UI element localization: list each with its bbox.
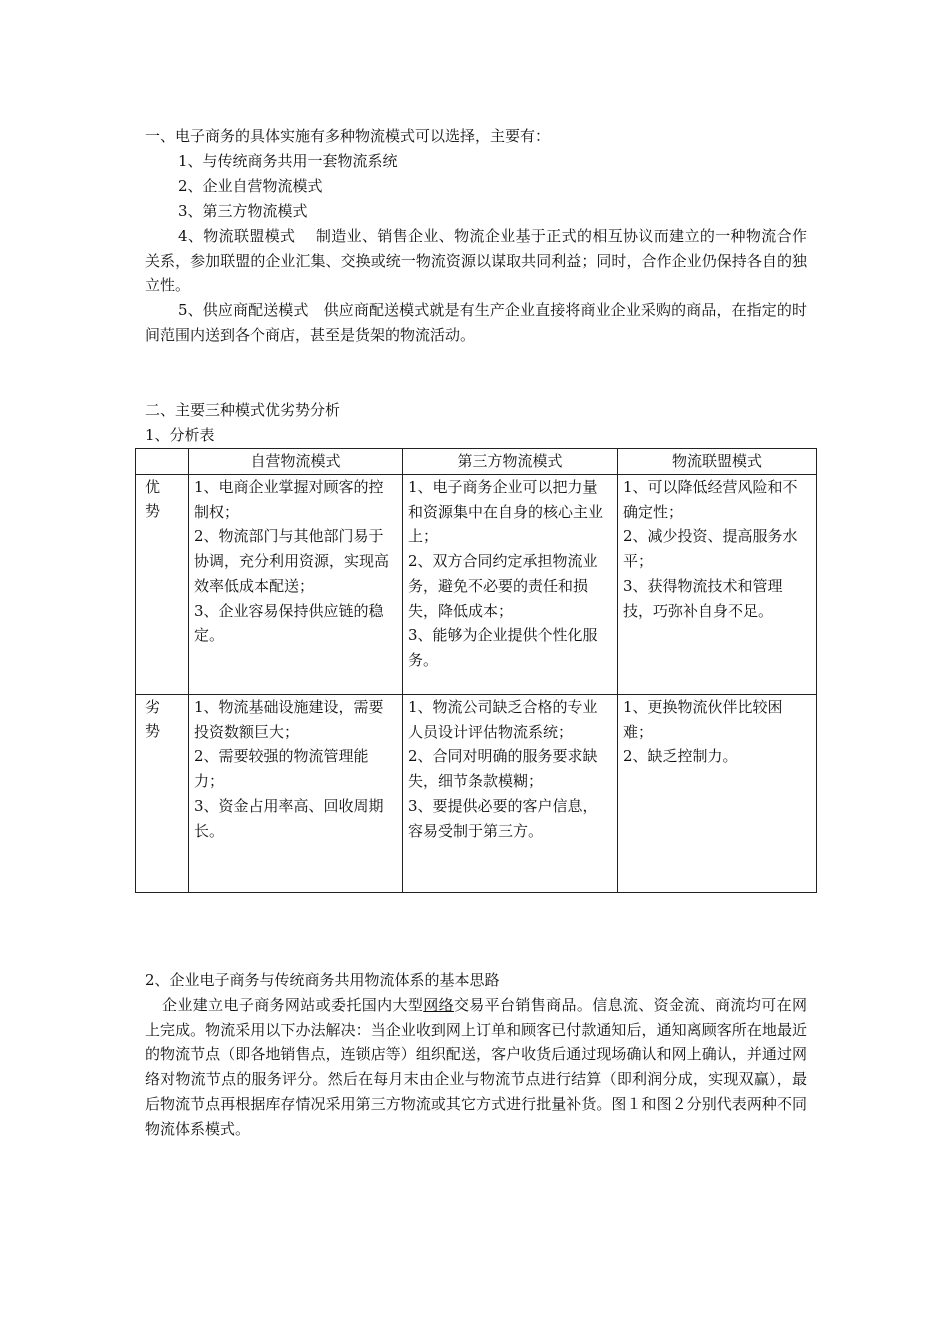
list-item: 2、合同对明确的服务要求缺失，细节条款模糊； [408, 747, 598, 791]
list-item: 3、企业容易保持供应链的稳定。 [194, 601, 384, 645]
table-header-row [136, 449, 817, 475]
advantages-label [136, 475, 189, 695]
disadvantages-label [136, 695, 189, 893]
column-header-third-party: 第三方物流模式 [403, 449, 618, 475]
list-item: 1、物流公司缺乏合格的专业人员设计评估物流系统； [408, 698, 598, 741]
section1-item-1: 1、与传统商务共用一套物流系统 [178, 152, 398, 170]
disadvantages-third-party [403, 695, 618, 893]
section1-item-4: 4、物流联盟模式 制造业、销售企业、物流企业基于正式的相互协议而建立的一种物流合作关系，参加联盟的企业汇集、交换或统一物流资源以谋取共同利益；同时，合作企业仍保持各自的独立性。 [145, 227, 807, 295]
list-item: 2、缺乏控制力。 [623, 747, 738, 766]
disadvantages-alliance [618, 695, 817, 893]
list-item: 2、需要较强的物流管理能力； [194, 747, 369, 791]
section3-paragraph [145, 993, 807, 1141]
list-item: 3、要提供必要的客户信息，容易受制于第三方。 [408, 796, 598, 840]
list-item: 1、可以降低经营风险和不确定性； [623, 478, 798, 521]
table-corner-cell [136, 449, 189, 475]
disadvantages-self-logistics [189, 695, 403, 893]
advantages-label-char-1: 优 [145, 478, 161, 496]
section1-item-2: 2、企业自营物流模式 [178, 177, 323, 195]
list-item: 1、更换物流伙伴比较困难； [623, 698, 783, 741]
analysis-table [135, 448, 817, 893]
column-header-self-logistics: 自营物流模式 [189, 449, 403, 475]
section1-item-5: 5、供应商配送模式 供应商配送模式就是有生产企业直接将商业企业采购的商品，在指定的时间范围内送到各个商店，甚至是货架的物流活动。 [145, 301, 807, 344]
list-item: 1、电商企业掌握对顾客的控制权； [194, 478, 384, 521]
network-link[interactable]: 网络 [423, 996, 454, 1014]
column-header-alliance: 物流联盟模式 [618, 449, 817, 475]
section1-item-3: 3、第三方物流模式 [178, 202, 308, 220]
list-item: 1、物流基础设施建设，需要投资数额巨大； [194, 698, 384, 741]
section2-heading: 二、主要三种模式优劣势分析 [145, 401, 341, 419]
advantages-row [136, 475, 817, 695]
advantages-self-logistics [189, 475, 403, 695]
list-item: 3、能够为企业提供个性化服务。 [408, 626, 598, 669]
advantages-label-char-2: 势 [145, 502, 161, 520]
section1-heading: 一、电子商务的具体实施有多种物流模式可以选择，主要有： [145, 127, 551, 145]
disadvantages-label-char-1: 劣 [145, 698, 161, 716]
disadvantages-row [136, 695, 817, 893]
list-item: 1、电子商务企业可以把力量和资源集中在自身的核心主业上； [408, 478, 604, 546]
section3-heading: 2、企业电子商务与传统商务共用物流体系的基本思路 [145, 971, 500, 989]
advantages-alliance [618, 475, 817, 695]
list-item: 2、物流部门与其他部门易于协调，充分利用资源，实现高效率低成本配送； [194, 527, 390, 595]
list-item: 3、资金占用率高、回收周期长。 [194, 796, 384, 840]
list-item: 2、双方合同约定承担物流业务，避免不必要的责任和损失，降低成本； [408, 552, 598, 620]
advantages-third-party [403, 475, 618, 695]
list-item: 3、获得物流技术和管理技，巧弥补自身不足。 [623, 576, 783, 620]
disadvantages-label-char-2: 势 [145, 722, 161, 740]
list-item: 2、减少投资、提高服务水平； [623, 527, 798, 571]
paragraph-text-end: 交易平台销售商品。信息流、资金流、商流均可在网上完成。物流采用以下办法解决：当企业收到网上订单和顾客已付款通知后，通知离顾客所在地最近的物流节点（即各地销售点，连锁店等）组织配送，客户收货后通过现场确认和网上确认，并通过网络对物流节点的服务评分。然后在每月末由企业与物流节点进行结算（即利润分成，实现双赢），最后物流节点再根据库存情况采用第三方物流或其它方式进行批量补货。图１和图２分别代表两种不同物流体系模式。 [145, 996, 807, 1138]
paragraph-text-start: 企业建立电子商务网站或委托国内大型 [162, 996, 424, 1014]
table-caption: 1、分析表 [145, 426, 215, 444]
